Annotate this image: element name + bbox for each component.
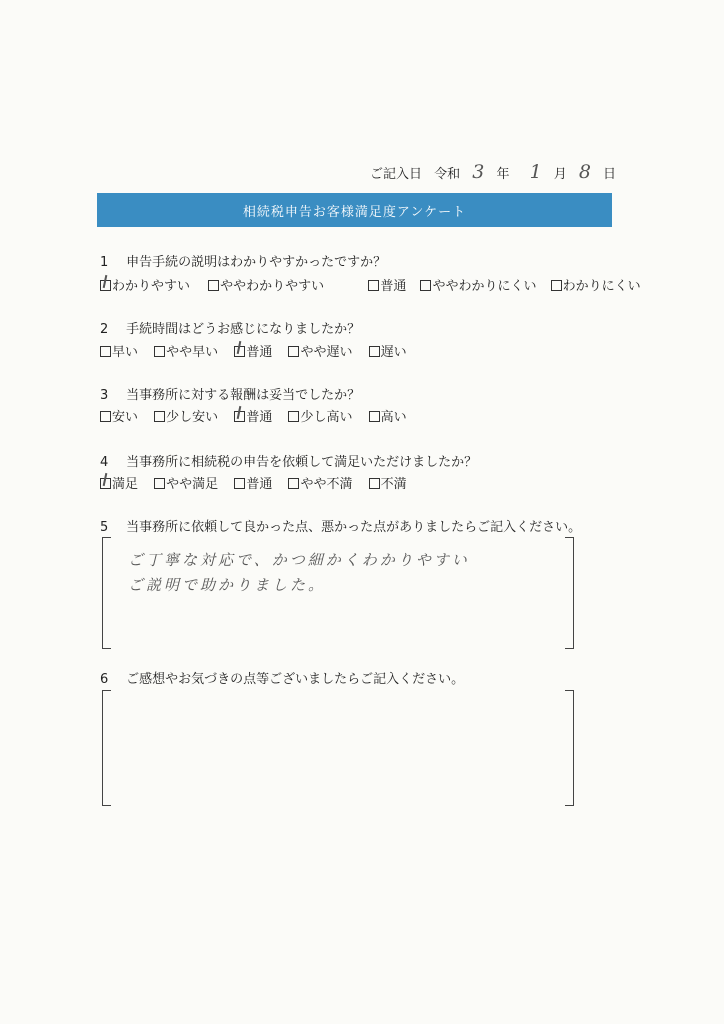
q1-options [100, 275, 641, 294]
survey-title: 相続税申告お客様満足度アンケート [242, 204, 467, 220]
checkbox[interactable] [369, 411, 380, 422]
date-day-field[interactable]: 8 [578, 161, 591, 183]
question-number: 6 [100, 672, 109, 687]
checkbox[interactable] [551, 280, 562, 291]
option-q1-2[interactable] [208, 275, 324, 294]
option-q1-1[interactable] [100, 275, 190, 294]
option-q1-5[interactable] [551, 275, 641, 294]
question-5 [100, 516, 620, 535]
question-number: 5 [100, 520, 109, 535]
checkbox[interactable] [234, 478, 245, 489]
option-q3-1[interactable] [100, 406, 138, 425]
option-q2-3[interactable] [234, 341, 272, 360]
question-number: 3 [100, 388, 109, 403]
option-q3-3[interactable] [234, 406, 272, 425]
date-month-field[interactable]: 1 [529, 161, 542, 183]
checked-checkbox[interactable] [100, 478, 111, 489]
q3-options [100, 406, 407, 425]
date-era: 令和 [434, 167, 461, 182]
left-bracket [102, 537, 111, 649]
handwritten-answer-line-2: ご説明で助かりました。 [128, 576, 327, 594]
option-label: 普通 [246, 410, 273, 425]
checkbox[interactable] [208, 280, 219, 291]
question-1 [100, 251, 620, 270]
option-q4-2[interactable] [154, 473, 218, 492]
question-3 [100, 384, 620, 403]
option-label: 少し高い [300, 410, 353, 425]
question-6 [100, 668, 620, 687]
question-text: 当事務所に相続税の申告を依頼して満足いただけましたか？ [126, 455, 478, 470]
question-text: 当事務所に対する報酬は妥当でしたか？ [126, 388, 361, 403]
question-2 [100, 318, 620, 337]
handwritten-answer-line-1: ご丁寧な対応で、かつ細かくわかりやすい [128, 551, 470, 569]
right-bracket [565, 690, 574, 806]
option-label: 高い [380, 410, 407, 425]
checkbox[interactable] [288, 478, 299, 489]
option-label: 普通 [246, 477, 273, 492]
option-q2-1[interactable] [100, 341, 138, 360]
option-q1-4[interactable] [420, 275, 536, 294]
option-q1-3[interactable] [368, 275, 406, 294]
option-label: 安い [112, 410, 139, 425]
q4-options [100, 473, 407, 492]
checkbox[interactable] [100, 411, 111, 422]
date-year-unit: 年 [496, 167, 510, 182]
option-q4-3[interactable] [234, 473, 272, 492]
option-label: 普通 [246, 345, 273, 360]
survey-title-banner [97, 193, 612, 227]
question-number: 2 [100, 322, 109, 337]
checkbox[interactable] [100, 346, 111, 357]
question-number: 1 [100, 255, 109, 270]
checkbox[interactable] [369, 346, 380, 357]
date-year-field[interactable]: 3 [472, 161, 485, 183]
option-label: 少し安い [166, 410, 219, 425]
option-q4-4[interactable] [288, 473, 352, 492]
right-bracket [565, 537, 574, 649]
q2-options [100, 341, 407, 360]
entry-date [370, 161, 616, 183]
option-label: やや遅い [300, 345, 353, 360]
option-label: わかりやすい [112, 279, 191, 294]
checkbox[interactable] [154, 411, 165, 422]
date-day-unit: 日 [603, 167, 617, 182]
option-label: 早い [112, 345, 139, 360]
option-label: ややわかりやすい [220, 279, 325, 294]
option-q3-5[interactable] [369, 406, 407, 425]
question-4 [100, 451, 620, 470]
checkbox[interactable] [369, 478, 380, 489]
q5-answer-box[interactable] [102, 537, 574, 649]
q6-answer-box[interactable] [102, 690, 574, 806]
checkbox[interactable] [368, 280, 379, 291]
option-label: 遅い [380, 345, 407, 360]
option-label: 不満 [380, 477, 407, 492]
date-prefix: ご記入日 [370, 167, 423, 182]
date-month-unit: 月 [553, 167, 567, 182]
option-q2-4[interactable] [288, 341, 352, 360]
option-q4-5[interactable] [369, 473, 407, 492]
option-label: やや不満 [300, 477, 353, 492]
option-q3-4[interactable] [288, 406, 352, 425]
option-label: ややわかりにくい [432, 279, 537, 294]
left-bracket [102, 690, 111, 806]
option-q4-1[interactable] [100, 473, 138, 492]
question-text: ご感想やお気づきの点等ございましたらご記入ください。 [126, 672, 465, 687]
checkbox[interactable] [154, 478, 165, 489]
question-text: 当事務所に依頼して良かった点、悪かった点がありましたらご記入ください。 [126, 520, 582, 535]
option-label: わかりにくい [562, 279, 641, 294]
question-text: 申告手続の説明はわかりやすかったですか？ [126, 255, 387, 270]
question-text: 手続時間はどうお感じになりましたか？ [126, 322, 361, 337]
option-label: 普通 [380, 279, 407, 294]
option-q3-2[interactable] [154, 406, 218, 425]
checkbox[interactable] [420, 280, 431, 291]
checked-checkbox[interactable] [234, 346, 245, 357]
checkbox[interactable] [154, 346, 165, 357]
option-label: 満足 [112, 477, 139, 492]
option-label: やや早い [166, 345, 219, 360]
option-q2-5[interactable] [369, 341, 407, 360]
checkbox[interactable] [288, 346, 299, 357]
checked-checkbox[interactable] [234, 411, 245, 422]
checkbox[interactable] [288, 411, 299, 422]
option-q2-2[interactable] [154, 341, 218, 360]
checked-checkbox[interactable] [100, 280, 111, 291]
option-label: やや満足 [166, 477, 219, 492]
question-number: 4 [100, 455, 109, 470]
